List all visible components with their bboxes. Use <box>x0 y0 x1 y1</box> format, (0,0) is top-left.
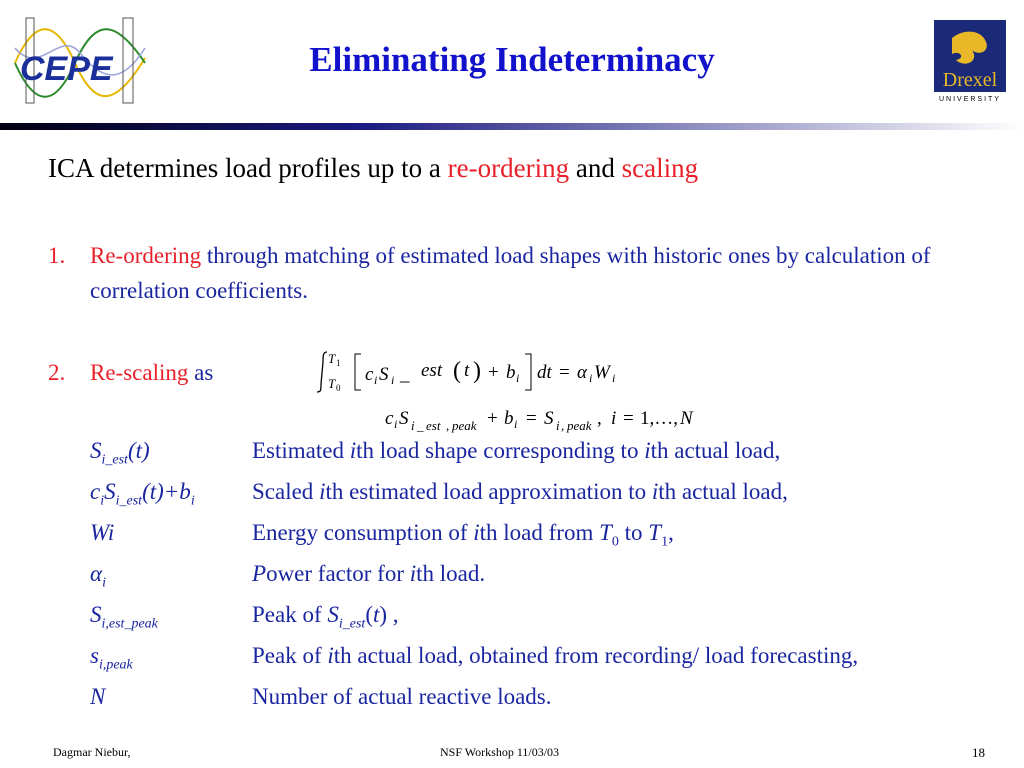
svg-text:dt: dt <box>537 362 552 383</box>
def-description: Energy consumption of ith load from $T_0$ to $T_1$, <box>252 520 674 550</box>
svg-text:i: i <box>514 417 518 431</box>
svg-text:i: i <box>411 418 415 433</box>
def-symbol: $c_iS_{i\_est}(t)+b_i$ <box>90 479 195 509</box>
svg-text:=: = <box>559 362 570 383</box>
svg-text:c: c <box>365 364 374 385</box>
def-symbol: $s_{i,peak}$ <box>90 643 133 673</box>
svg-text:i: i <box>394 417 398 431</box>
svg-text:i: i <box>516 371 520 385</box>
svg-text:c: c <box>385 408 394 429</box>
svg-text:i: i <box>556 418 560 433</box>
def-symbol: $S_{i,est\_peak}$ <box>90 602 158 632</box>
integral-equation <box>315 348 645 396</box>
def-symbol: Wi <box>90 520 115 545</box>
svg-text:): ) <box>473 358 481 384</box>
svg-text:_: _ <box>400 364 410 385</box>
def-symbol: $\alpha_i$ <box>90 561 106 591</box>
svg-text:i: i <box>374 373 378 387</box>
svg-text:T: T <box>328 376 336 391</box>
svg-text:est: est <box>426 418 441 433</box>
svg-text:(: ( <box>453 358 461 384</box>
slide-title: Eliminating Indeterminacy <box>309 40 715 79</box>
svg-text:α: α <box>577 362 587 383</box>
svg-text:+: + <box>488 362 499 383</box>
svg-text:1,…,: 1,…, <box>640 408 678 429</box>
footer-event: NSF Workshop 11/03/03 <box>440 745 560 759</box>
svg-text:i: i <box>611 408 617 429</box>
svg-text:=: = <box>526 408 537 429</box>
svg-text:S: S <box>379 364 389 385</box>
def-description: Peak of $S_{i\_est}(t)$ , <box>252 602 399 632</box>
def-symbol: $S_{i\_est}(t)$ <box>90 438 150 468</box>
footer-author: Dagmar Niebur, <box>53 745 131 759</box>
svg-text:T: T <box>328 351 336 366</box>
header-rule <box>0 123 1024 130</box>
svg-text:i: i <box>589 371 593 385</box>
svg-text:i: i <box>612 371 616 385</box>
svg-text:=: = <box>623 408 634 429</box>
def-symbol: N <box>90 684 106 709</box>
def-description: Scaled ith estimated load approximation to ith actual load, <box>252 479 788 504</box>
svg-text:peak: peak <box>452 418 477 433</box>
svg-text:S: S <box>544 408 554 429</box>
drexel-logo <box>934 20 1006 104</box>
def-description: Estimated ith load shape corresponding to ith actual load, <box>252 438 781 463</box>
def-description: Number of actual reactive loads. <box>252 684 552 709</box>
def-description: Power factor for ith load. <box>252 561 486 586</box>
svg-text:t: t <box>464 360 470 381</box>
svg-text:S: S <box>399 408 409 429</box>
svg-text:CEPE: CEPE <box>20 50 113 88</box>
svg-text:_: _ <box>417 418 424 433</box>
svg-text:b: b <box>506 362 516 383</box>
svg-text:b: b <box>504 408 514 429</box>
intro-line: ICA determines load profiles up to a re-ordering and scaling <box>48 153 699 183</box>
svg-text:N: N <box>680 408 693 429</box>
def-description: Peak of ith actual load, obtained from recording/ load forecasting, <box>252 643 859 668</box>
page-number: 18 <box>972 745 985 760</box>
svg-text:Drexel: Drexel <box>942 69 998 91</box>
svg-text:i: i <box>391 373 395 387</box>
peak-equation <box>383 402 783 442</box>
svg-text:UNIVERSITY: UNIVERSITY <box>938 96 1002 103</box>
svg-text:,: , <box>597 408 602 429</box>
svg-text:peak: peak <box>567 418 592 433</box>
svg-text:1: 1 <box>336 358 341 368</box>
svg-text:+: + <box>487 408 498 429</box>
svg-text:W: W <box>594 362 610 383</box>
svg-text:,: , <box>561 418 565 433</box>
svg-text:0: 0 <box>336 383 341 393</box>
svg-text:,: , <box>446 418 450 433</box>
svg-text:est: est <box>421 360 443 381</box>
